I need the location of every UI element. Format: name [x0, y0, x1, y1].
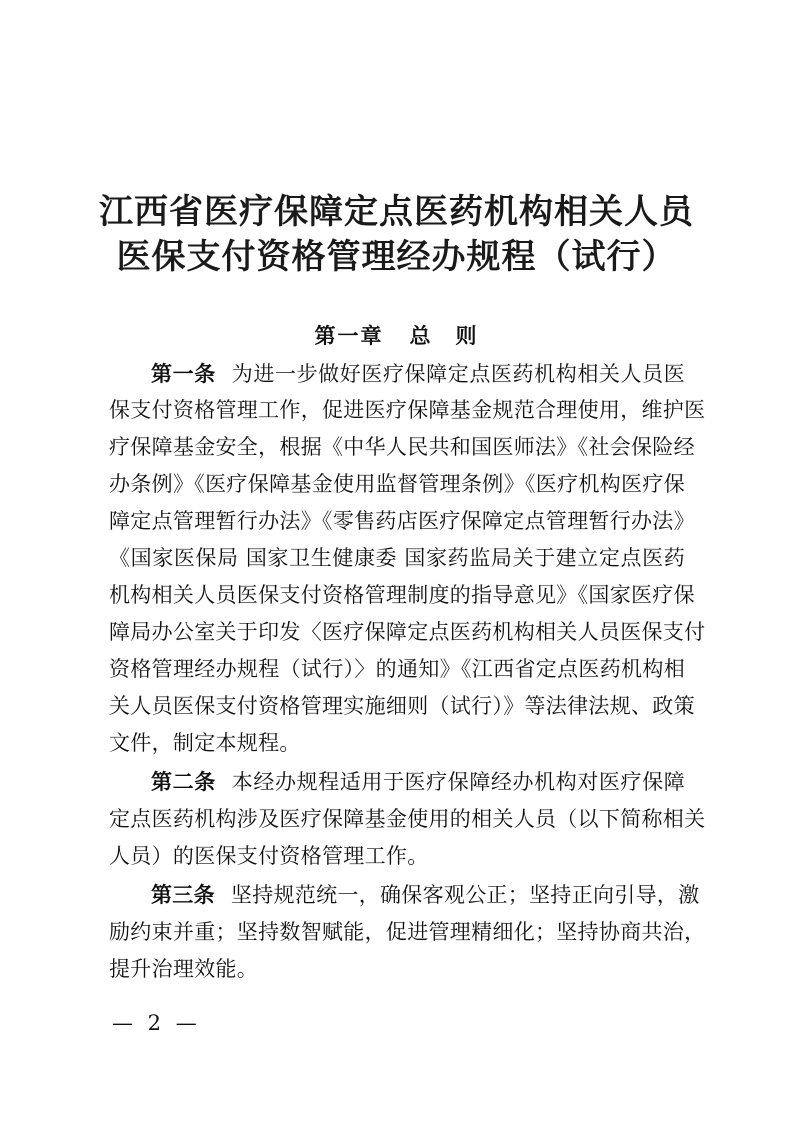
article-1-line-8: 障局办公室关于印发〈医疗保障定点医药机构相关人员医保支付 — [109, 620, 706, 644]
article-2-line-2: 定点医药机构涉及医疗保障基金使用的相关人员（以下简称相关 — [109, 807, 706, 831]
article-3-line-3: 提升治理效能。 — [109, 957, 259, 981]
article-1-line-6: 《国家医保局 国家卫生健康委 国家药监局关于建立定点医药 — [109, 546, 685, 570]
chapter-heading — [0, 322, 793, 350]
page-number: — 2 — — [112, 1011, 201, 1035]
article-1-line-7: 机构相关人员医保支付资格管理制度的指导意见》《国家医疗保 — [109, 583, 695, 607]
article-1-line-3: 疗保障基金安全，根据《中华人民共和国医师法》《社会保险经 — [109, 435, 695, 459]
article-1-line-10: 关人员医保支付资格管理实施细则（试行）》等法律法规、政策 — [109, 694, 695, 718]
article-3-line-2: 励约束并重；坚持数智赋能，促进管理精细化；坚持协商共治， — [109, 920, 706, 944]
article-1-line-1: 第一条 为进一步做好医疗保障定点医药机构相关人员医 — [151, 362, 685, 386]
article-2-line-3: 人员）的医保支付资格管理工作。 — [109, 844, 429, 868]
chapter-name: 总 则 — [409, 324, 479, 348]
article-1-line-2: 保支付资格管理工作，促进医疗保障基金规范合理使用，维护医 — [109, 398, 706, 422]
article-1-line-4: 办条例》《医疗保障基金使用监督管理条例》《医疗机构医疗保 — [109, 472, 685, 496]
article-2-label: 第二条 — [151, 770, 216, 794]
article-1-line-9: 资格管理经办规程（试行）〉的通知》《江西省定点医药机构相 — [109, 657, 685, 681]
document-title-line-2: 医保支付资格管理经办规程（试行） — [116, 237, 677, 277]
document-title-line-1: 江西省医疗保障定点医药机构相关人员 — [99, 192, 694, 232]
article-1-line-11: 文件，制定本规程。 — [109, 731, 301, 755]
article-3-line-1: 第三条 坚持规范统一，确保客观公正；坚持正向引导，激 — [151, 883, 700, 907]
chapter-number: 第一章 — [314, 324, 384, 348]
article-1-line-5: 障定点管理暂行办法》《零售药店医疗保障定点管理暂行办法》 — [109, 509, 695, 533]
article-2-line-1: 第二条 本经办规程适用于医疗保障经办机构对医疗保障 — [151, 770, 685, 794]
article-1-label: 第一条 — [151, 362, 216, 386]
article-3-label: 第三条 — [151, 883, 215, 907]
